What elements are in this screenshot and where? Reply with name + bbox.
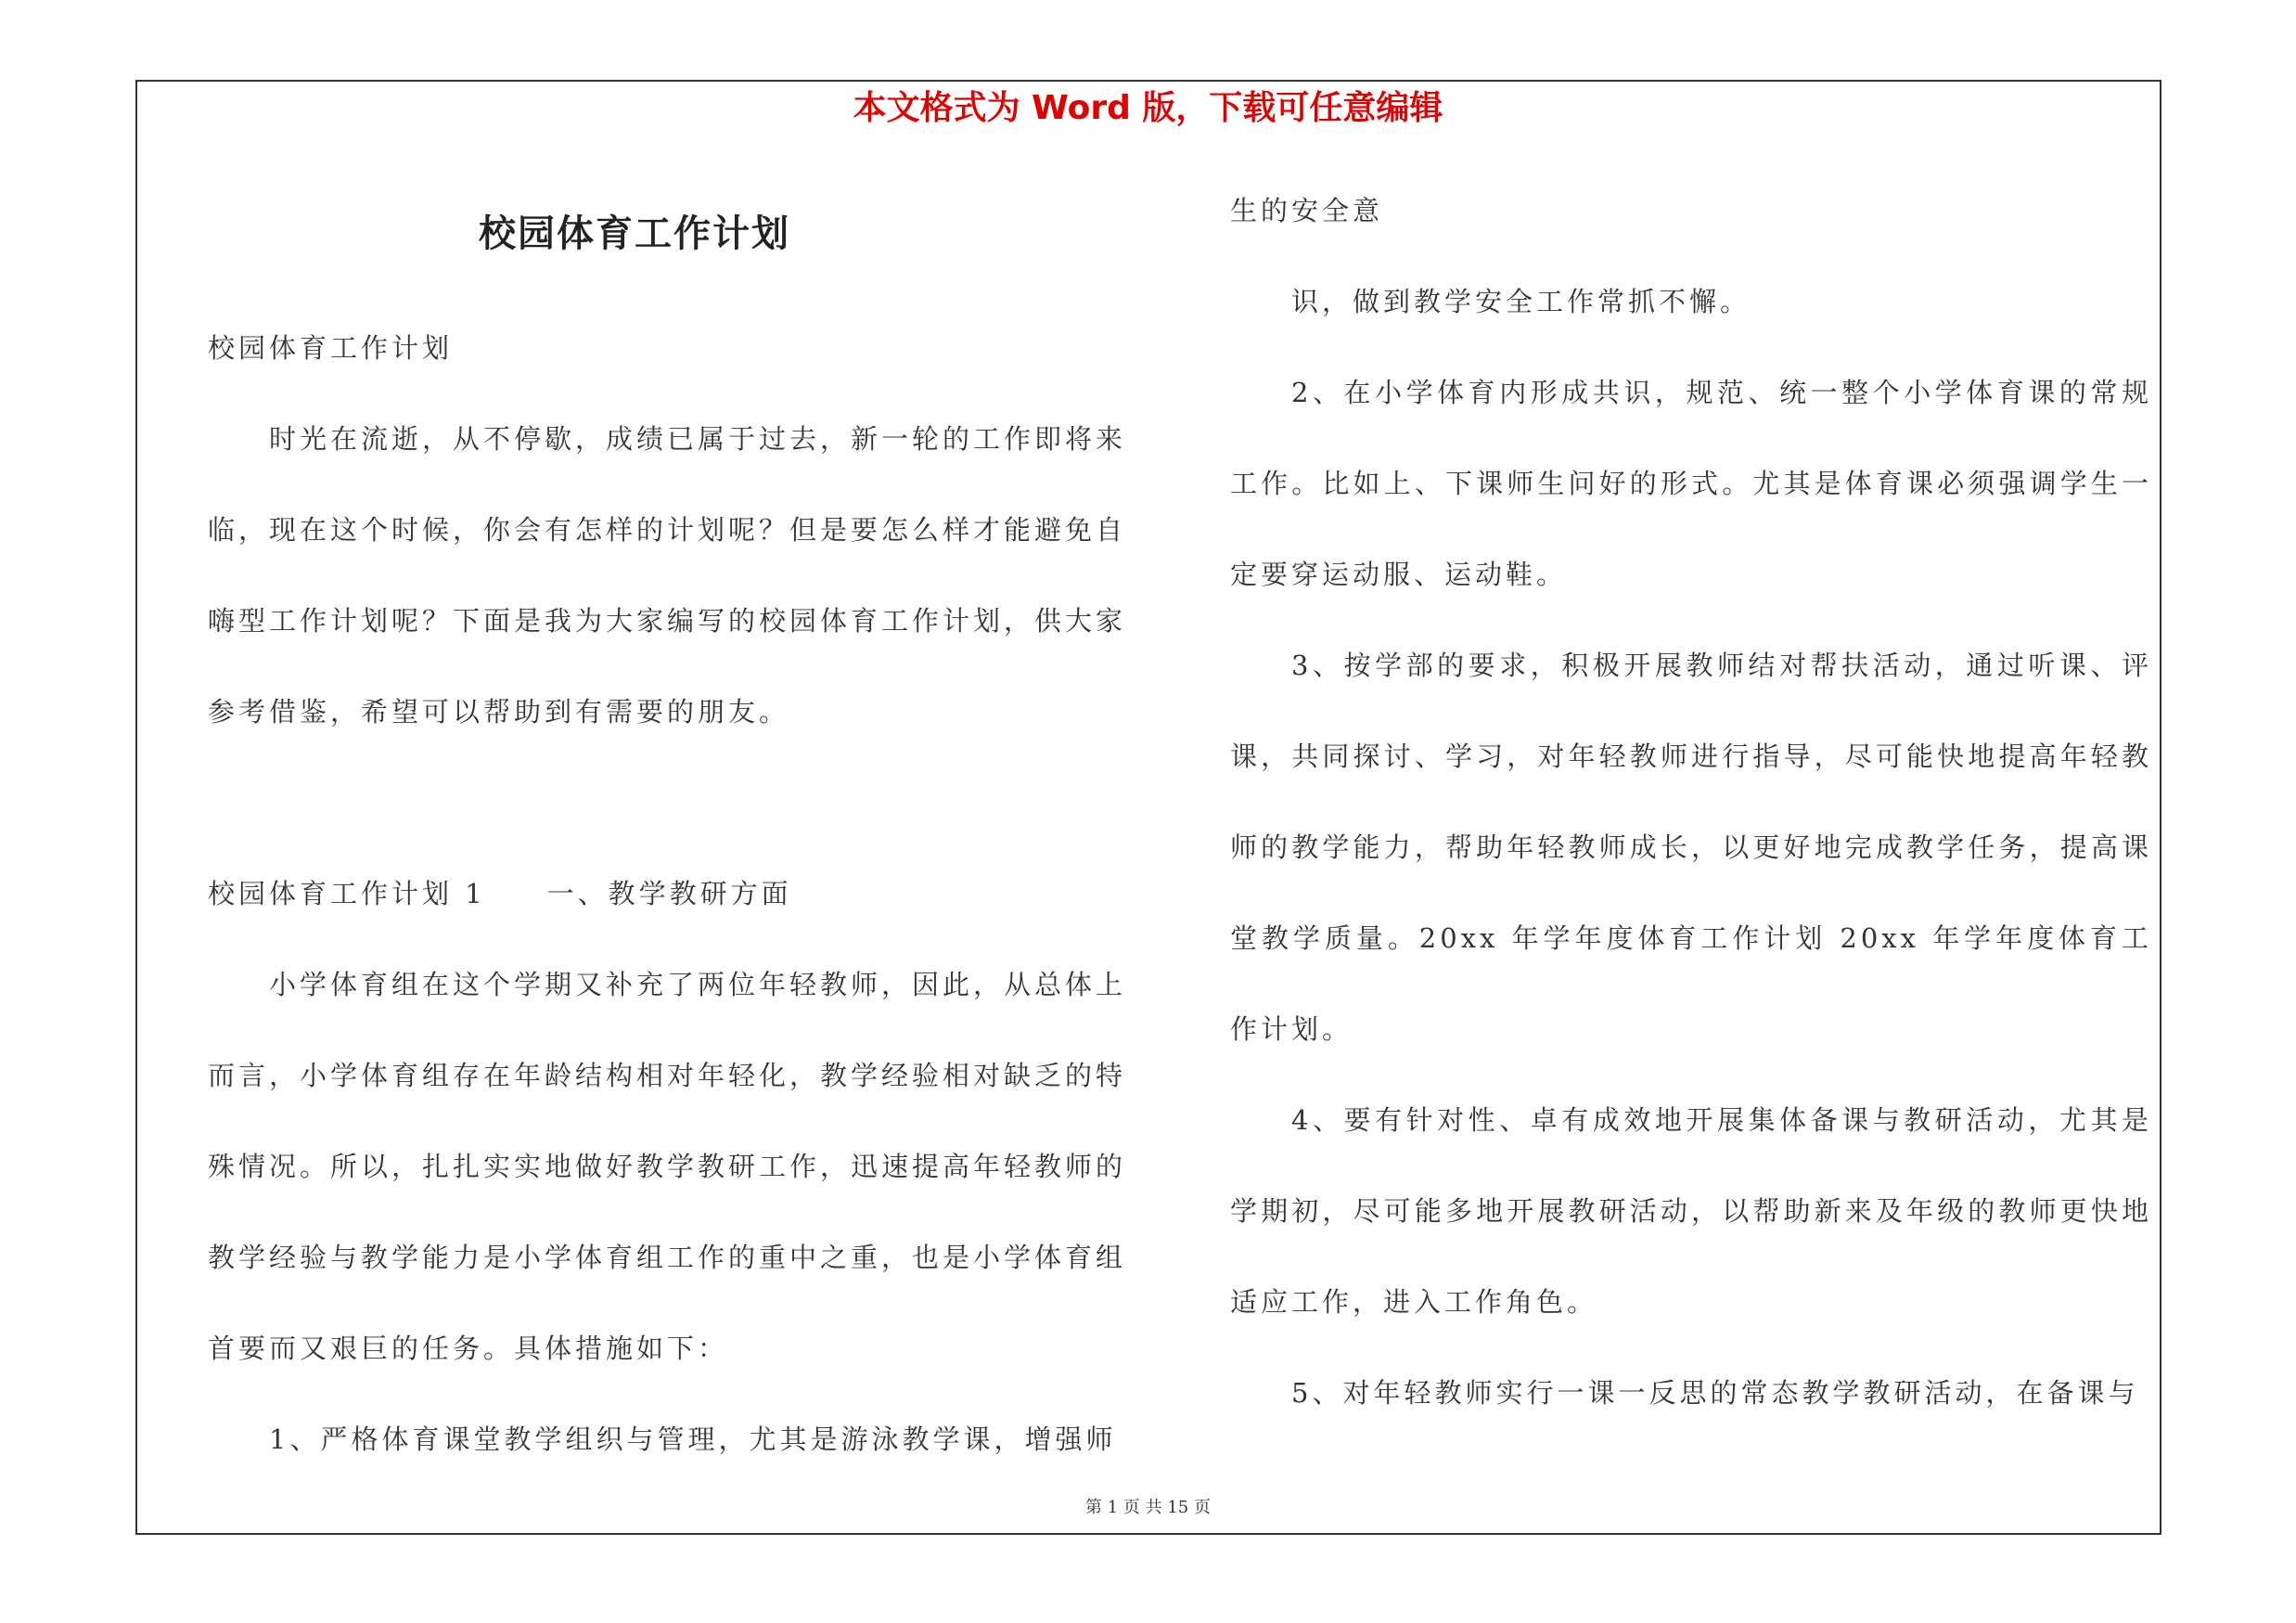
section-spacer (208, 757, 1126, 848)
section-heading-line (208, 848, 1126, 939)
right-column (1230, 165, 2152, 1438)
section-label: 校园体育工作计划 1 (208, 878, 486, 909)
list-item-4: 4、要有针对性、卓有成效地开展集体备课与教研活动，尤其是学期初，尽可能多地开展教研活动，以帮助新来及年级的教师更快地适应工作，进入工作角色。 (1230, 1104, 2152, 1318)
document-title: 校园体育工作计划 (479, 213, 790, 255)
page-number: 第 1 页 共 15 页 (1085, 1498, 1211, 1517)
section-paragraph: 小学体育组在这个学期又补充了两位年轻教师，因此，从总体上而言，小学体育组存在年龄结构相对年轻化，教学经验相对缺乏的特殊情况。所以，扎扎实实地做好教学教研工作，迅速提高年轻教师的教学经验与教学能力是小学体育组工作的重中之重，也是小学体育组首要而又艰巨的任务。具体措施如下： (208, 969, 1127, 1364)
document-subtitle: 校园体育工作计划 (208, 332, 454, 364)
left-column (208, 303, 1126, 1485)
list-item-2: 2、在小学体育内形成共识，规范、统一整个小学体育课的常规工作。比如上、下课师生问好的形式。尤其是体育课必须强调学生一定要穿运动服、运动鞋。 (1230, 377, 2152, 590)
list-item-1-start: 1、严格体育课堂教学组织与管理，尤其是游泳教学课，增强师 (269, 1423, 1117, 1455)
list-item-1-end: 识，做到教学安全工作常抓不懈。 (1291, 286, 1751, 317)
intro-paragraph: 时光在流逝，从不停歇，成绩已属于过去，新一轮的工作即将来临，现在这个时候，你会有怎样的计划呢？但是要怎么样才能避免自嗨型工作计划呢？下面是我为大家编写的校园体育工作计划，供大家参考借鉴，希望可以帮助到有需要的朋友。 (208, 423, 1127, 728)
list-item-3: 3、按学部的要求，积极开展教师结对帮扶活动，通过听课、评课，共同探讨、学习，对年轻教师进行指导，尽可能快地提高年轻教师的教学能力，帮助年轻教师成长，以更好地完成教学任务，提高课堂教学质量。20xx 年学年度体育工作计划 20xx 年学年度体育工作计划。 (1230, 650, 2152, 1045)
section-heading: 一、教学教研方面 (546, 878, 792, 909)
list-item-5-start: 5、对年轻教师实行一课一反思的常态教学教研活动，在备课与 (1291, 1377, 2139, 1409)
header-notice: 本文格式为 Word 版，下载可任意编辑 (853, 89, 1443, 127)
list-item-1-continued: 生的安全意 (1230, 195, 1384, 226)
